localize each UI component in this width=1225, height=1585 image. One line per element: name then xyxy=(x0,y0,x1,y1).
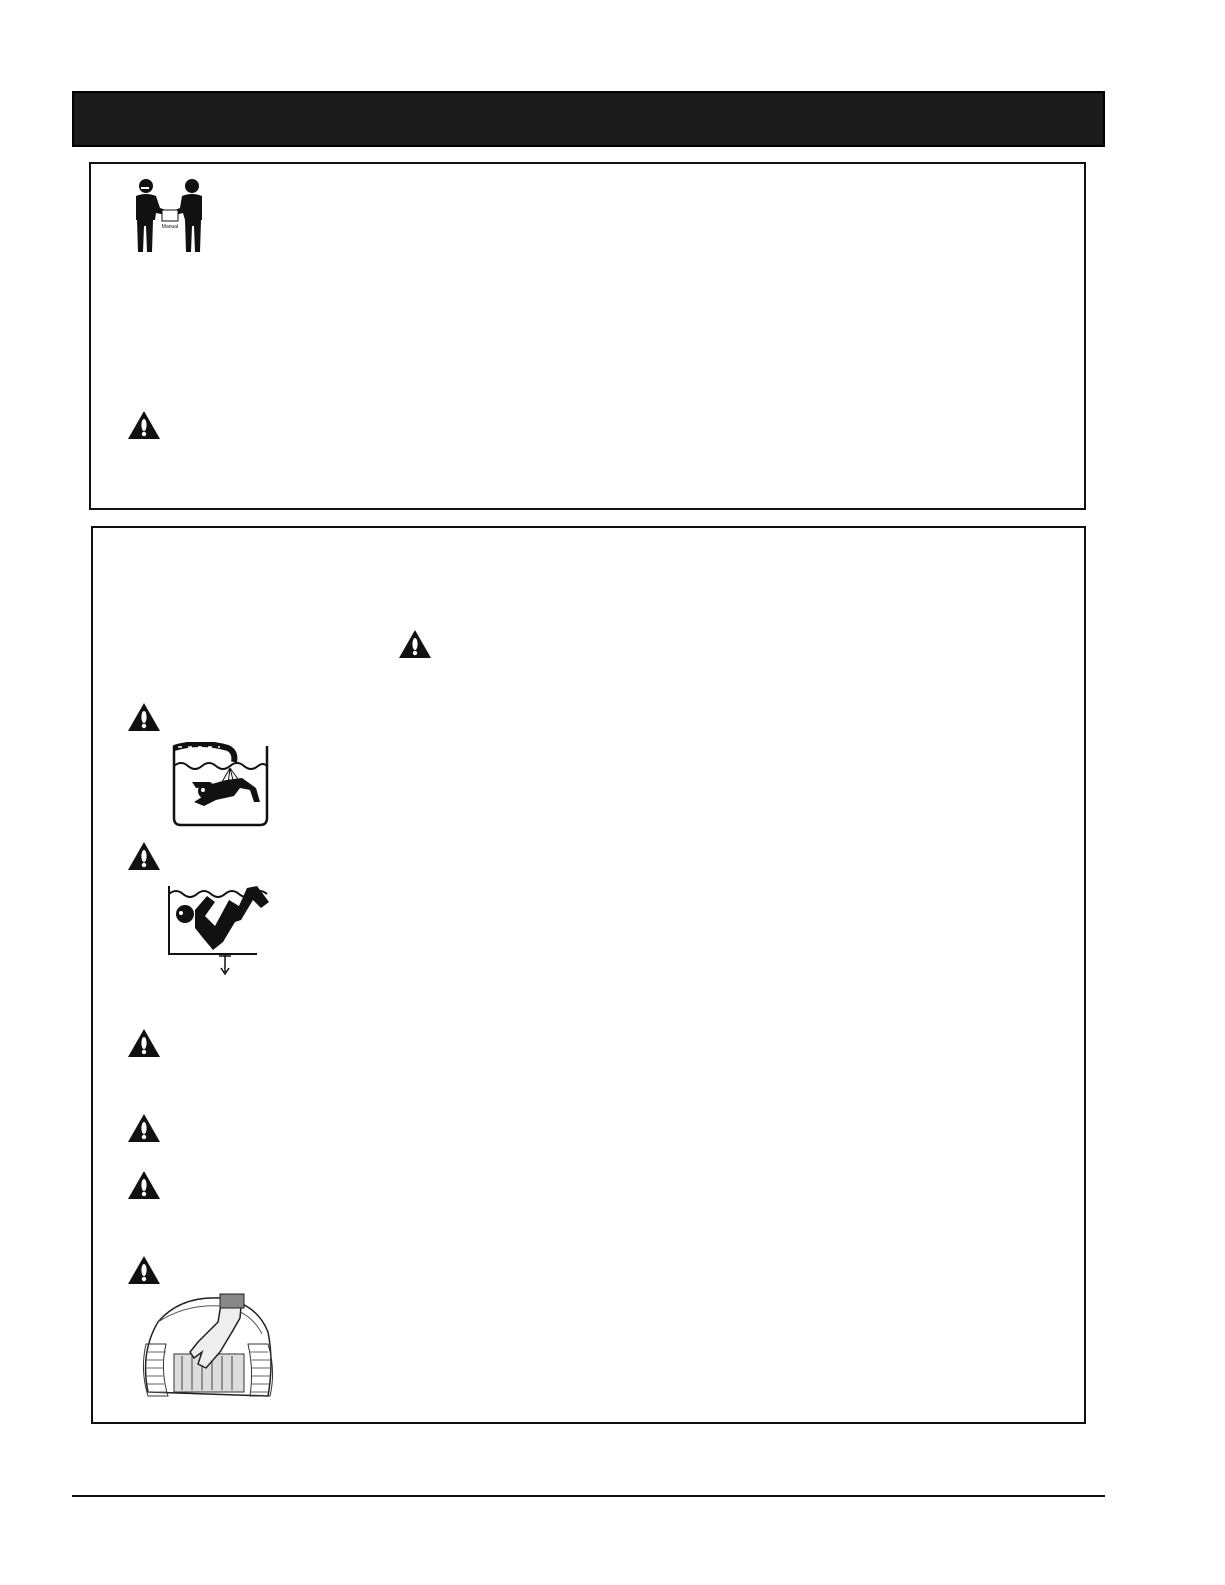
warning-triangle-icon xyxy=(127,1170,161,1200)
handover-notice-box xyxy=(89,162,1086,510)
two-people-handing-manual-icon xyxy=(128,176,210,254)
warning-triangle-icon xyxy=(398,629,432,659)
hand-in-cleaner-hazard-icon xyxy=(136,1292,276,1402)
suction-entrapment-hazard-icon xyxy=(165,880,273,978)
warning-triangle-icon xyxy=(127,1255,161,1285)
warning-triangle-icon xyxy=(127,1028,161,1058)
warning-triangle-icon xyxy=(127,702,161,732)
entanglement-hazard-icon xyxy=(170,742,272,828)
warning-triangle-icon xyxy=(127,841,161,871)
footer-rule xyxy=(72,1495,1105,1497)
warning-triangle-icon xyxy=(127,410,161,440)
manual-caption: Manual xyxy=(161,224,179,230)
warning-triangle-icon xyxy=(127,1113,161,1143)
section-header-bar xyxy=(72,91,1105,147)
